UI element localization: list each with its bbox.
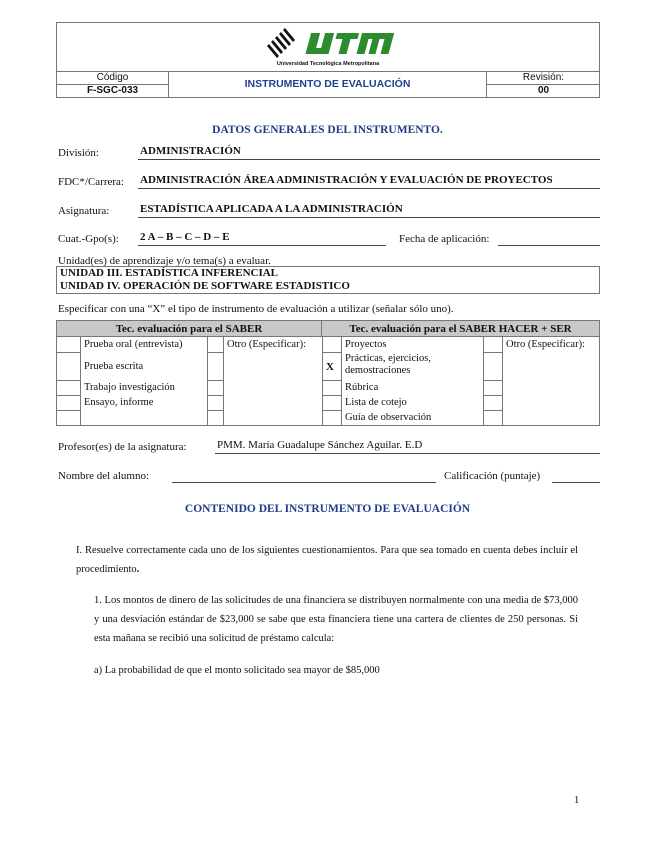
unit-item: UNIDAD IV. OPERACIÓN DE SOFTWARE ESTADISTICO — [60, 280, 350, 292]
career-label: FDC*/Carrera: — [58, 176, 124, 188]
title-cell — [169, 71, 487, 98]
saber-header: Tec. evaluación para el SABER — [57, 321, 322, 337]
grade-label: Calificación (puntaje) — [444, 470, 541, 482]
revision-cell — [487, 71, 600, 98]
code-cell — [57, 71, 169, 98]
instruction-period: . — [136, 564, 140, 575]
hacer-item: Guía de observación — [345, 412, 432, 423]
problem-1-text: 1. Los montos de dinero de las solicitudes de una financiera se distribuyen normalmente con una media de $73,000 y una desviación estándar de $23,000 se sabe que esta financiera tiene una cartera de clientes de 250 personas. Si esta mañana se recibió una solicitud de préstamo calcula: — [94, 595, 578, 644]
specify-instruction: Especificar con una “X” el tipo de instrumento de evaluación a utilizar (señalar sólo uno). — [58, 303, 454, 315]
student-name-field[interactable] — [172, 468, 436, 483]
hacer-item: Prácticas, ejercicios, demostraciones — [345, 353, 431, 376]
hacer-item: Rúbrica — [345, 382, 379, 393]
student-label: Nombre del alumno: — [58, 470, 150, 482]
units-box — [56, 266, 600, 294]
teacher-label: Profesor(es) de la asignatura: — [58, 441, 187, 453]
hacer-other: Otro (Especificar): — [506, 339, 586, 350]
saber-hacer-header: Tec. evaluación para el SABER HACER + SER — [322, 321, 599, 337]
saber-item: Prueba oral (entrevista) — [84, 339, 183, 350]
date-field[interactable] — [498, 231, 600, 246]
saber-item: Ensayo, informe — [84, 397, 154, 408]
hacer-item: Lista de cotejo — [345, 397, 407, 408]
logo-subtitle: Universidad Tecnológica Metropolitana — [276, 61, 380, 67]
division-label: División: — [58, 147, 99, 159]
grade-field[interactable] — [552, 468, 600, 483]
teacher-field[interactable]: PMM. María Guadalupe Sánchez Aguilar. E.D — [215, 439, 600, 454]
subject-field[interactable]: ESTADÍSTICA APLICADA A LA ADMINISTRACIÓN — [138, 203, 600, 218]
revision-value: 00 — [537, 85, 550, 96]
saber-other: Otro (Especificar): — [227, 339, 307, 350]
page-number: 1 — [574, 795, 580, 806]
saber-item: Trabajo investigación — [84, 382, 175, 393]
general-section-title: DATOS GENERALES DEL INSTRUMENTO. — [212, 124, 443, 136]
revision-label: Revisión: — [487, 71, 600, 85]
selected-checkbox-mark[interactable]: X — [326, 361, 334, 373]
subject-label: Asignatura: — [58, 205, 110, 217]
saber-item: Prueba escrita — [84, 361, 144, 372]
career-field[interactable]: ADMINISTRACIÓN ÁREA ADMINISTRACIÓN Y EVALUACIÓN DE PROYECTOS — [138, 174, 600, 189]
date-label: Fecha de aplicación: — [399, 233, 490, 245]
main-instruction — [76, 541, 578, 579]
document-header — [56, 22, 600, 98]
code-label: Código — [57, 71, 168, 85]
instruction-text: I. Resuelve correctamente cada uno de los siguientes cuestionamientos. Para que sea tomado en cuenta debes incluir el procedimiento — [76, 545, 578, 575]
code-value: F-SGC-033 — [86, 85, 139, 96]
hacer-item: Proyectos — [345, 339, 387, 350]
content-section-title: CONTENIDO DEL INSTRUMENTO DE EVALUACIÓN — [184, 503, 471, 515]
logo-row — [57, 23, 599, 72]
unit-item: UNIDAD III. ESTADÍSTICA INFERENCIAL — [60, 267, 279, 279]
division-field[interactable]: ADMINISTRACIÓN — [138, 145, 600, 160]
evaluation-type-table — [56, 320, 600, 426]
group-field[interactable]: 2 A – B – C – D – E — [138, 231, 386, 246]
group-label: Cuat.-Gpo(s): — [58, 233, 119, 245]
question-a: a) La probabilidad de que el monto solicitado sea mayor de $85,000 — [94, 665, 380, 676]
units-label: Unidad(es) de aprendizaje y/o tema(s) a evaluar. — [58, 255, 271, 267]
document-title: INSTRUMENTO DE EVALUACIÓN — [244, 78, 411, 90]
